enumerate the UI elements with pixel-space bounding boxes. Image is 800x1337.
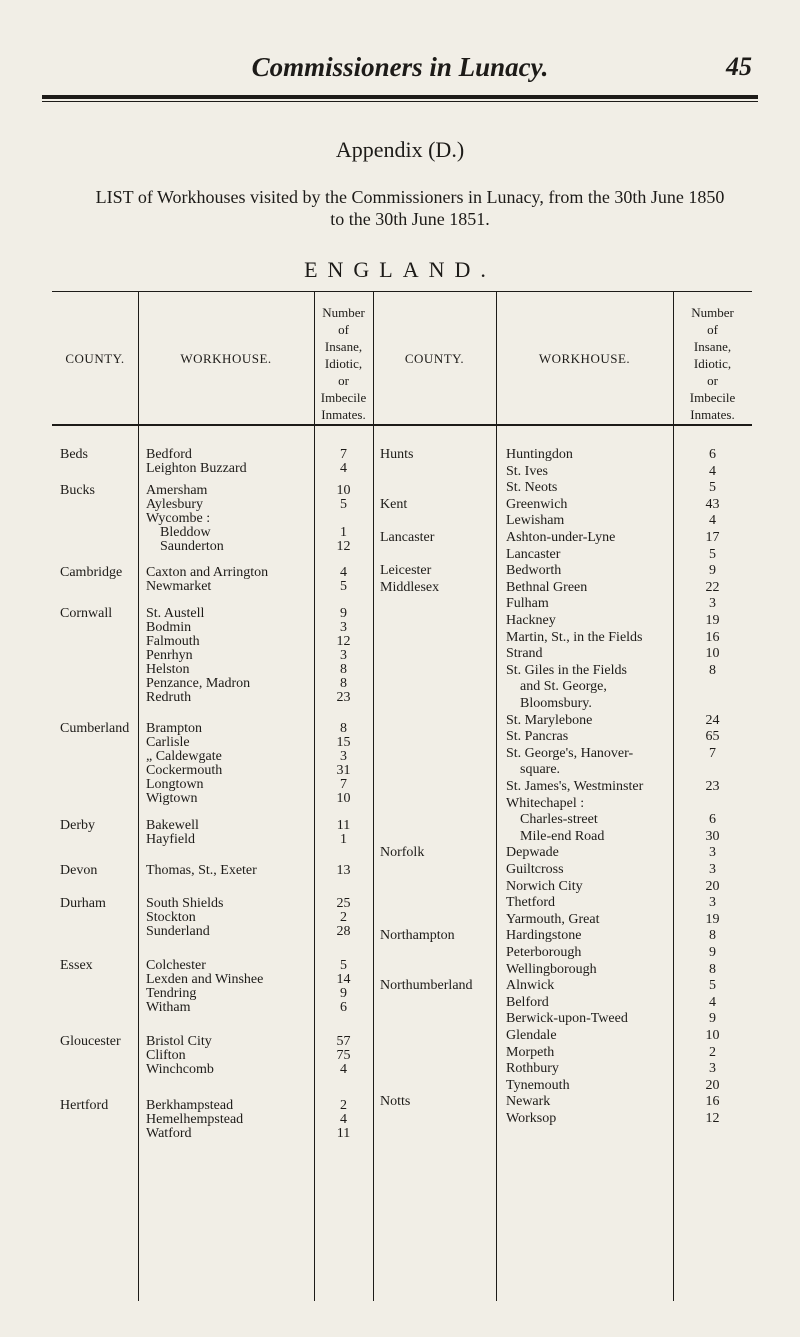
inmate-count: 20 [705, 878, 720, 894]
workhouse-name: St. Austell [146, 606, 205, 621]
inmate-count: 4 [709, 994, 716, 1010]
inmate-count: 2 [709, 1044, 716, 1060]
inmate-count: 10 [336, 483, 351, 498]
workhouse-name: Sunderland [146, 924, 210, 939]
inmate-count: 8 [709, 961, 716, 977]
county-name: Derby [60, 818, 95, 833]
inmate-count: 3 [340, 749, 347, 764]
county-name: Kent [380, 496, 408, 512]
inmate-count: 4 [709, 463, 716, 479]
workhouse-name: Hardingstone [506, 928, 582, 944]
inmate-count: 16 [705, 629, 720, 645]
workhouse-name: St. Marylebone [506, 712, 593, 728]
workhouse-name: Amersham [146, 483, 208, 498]
workhouse-name: Belford [506, 994, 549, 1010]
workhouse-name: Whitechapel : [506, 795, 585, 811]
workhouse-name: Helston [146, 662, 190, 677]
workhouse-name: Bethnal Green [506, 579, 588, 595]
inmate-count: 14 [336, 972, 351, 987]
workhouse-name: „ Caldewgate [146, 749, 222, 764]
inmate-count: 10 [336, 791, 351, 806]
inmate-count: 4 [709, 513, 716, 529]
workhouse-name: Cockermouth [146, 763, 223, 778]
header-rule [42, 95, 758, 99]
inmate-count: 17 [705, 530, 720, 545]
page-number: 45 [726, 52, 752, 81]
county-name: Northumberland [380, 978, 473, 994]
number-header-line: Imbecile [689, 390, 736, 405]
inmate-count: 9 [340, 986, 347, 1001]
inmate-count: 9 [709, 945, 716, 960]
workhouse-name: Yarmouth, Great [506, 911, 600, 927]
workhouse-name: Huntingdon [506, 447, 573, 462]
column-divider [496, 291, 497, 1301]
inmate-count: 5 [709, 480, 716, 496]
inmate-count: 5 [340, 579, 347, 594]
workhouse-name: Bodmin [146, 620, 192, 635]
county-name: Gloucester [60, 1034, 121, 1049]
inmate-count: 57 [336, 1034, 351, 1049]
intro-text [60, 186, 760, 230]
workhouse-name: Ashton-under-Lyne [506, 530, 616, 545]
inmate-count: 5 [340, 497, 347, 512]
workhouse-name: Wycombe : [146, 511, 211, 526]
number-header-line: of [338, 322, 349, 337]
county-name: Bucks [60, 483, 95, 498]
workhouse-name: Bedworth [506, 563, 562, 579]
inmate-count: 13 [336, 863, 351, 878]
inmate-count: 8 [340, 662, 347, 677]
inmate-count: 8 [709, 928, 716, 944]
county-name: Notts [380, 1094, 411, 1110]
column-divider [373, 291, 374, 1301]
workhouse-name: Lexden and Winshee [146, 972, 264, 987]
workhouse-name: Watford [146, 1126, 192, 1141]
inmate-count: 10 [705, 646, 720, 662]
county-name: Essex [60, 958, 93, 973]
number-header-left [314, 304, 373, 423]
inmate-count: 20 [705, 1077, 720, 1093]
workhouse-name: Colchester [146, 958, 206, 973]
county-name: Beds [60, 447, 88, 462]
workhouse-name: St. Pancras [506, 729, 569, 745]
inmate-count: 31 [336, 763, 351, 778]
workhouse-name: Greenwich [506, 496, 568, 512]
inmate-count: 9 [340, 606, 347, 621]
workhouse-name: Newark [506, 1094, 551, 1110]
inmate-count: 3 [709, 862, 716, 877]
inmate-count: 22 [705, 579, 720, 595]
inmate-count: 11 [336, 818, 351, 833]
inmate-count: 6 [340, 1000, 347, 1015]
workhouse-name: Aylesbury [146, 497, 204, 512]
workhouse-name: Lancaster [506, 546, 561, 562]
workhouse-name: St. Neots [506, 480, 558, 496]
county-name: Durham [60, 896, 106, 911]
inmate-count: 4 [340, 461, 347, 476]
workhouse-name: Clifton [146, 1048, 186, 1063]
workhouse-name: Fulham [506, 596, 549, 612]
inmate-count: 19 [705, 911, 720, 927]
inmate-count: 3 [340, 620, 347, 635]
number-header-line: Insane, [693, 339, 732, 354]
workhouse-name: Saunderton [160, 539, 224, 554]
number-header-right [673, 304, 752, 423]
inmate-count: 24 [705, 712, 720, 728]
inmate-count: 3 [709, 895, 716, 911]
number-header-line: Inmates. [690, 407, 735, 422]
workhouse-name: Thomas, St., Exeter [146, 863, 257, 878]
inmate-count: 2 [340, 1098, 347, 1113]
workhouse-header-right: WORKHOUSE. [538, 351, 631, 366]
inmate-count: 10 [705, 1028, 720, 1043]
inmate-count: 4 [340, 565, 347, 580]
county-name: Devon [60, 863, 98, 878]
workhouse-name: Strand [506, 646, 543, 662]
number-header-line: Inmates. [321, 407, 366, 422]
county-name: Lancaster [380, 530, 435, 545]
inmate-count: 4 [340, 1112, 347, 1127]
workhouse-name: and St. George, [520, 679, 607, 695]
workhouse-name: Brampton [146, 721, 202, 736]
inmate-count: 65 [705, 729, 720, 745]
inmate-count: 19 [705, 613, 720, 628]
county-name: Cornwall [60, 606, 113, 621]
appendix-title: Appendix (D.) [335, 137, 465, 162]
inmate-count: 28 [336, 924, 351, 939]
workhouse-name: Falmouth [146, 634, 200, 649]
intro-line-1: LIST of Workhouses visited by the Commissioners in Lunacy, from the 30th June 1850 [95, 187, 725, 207]
inmate-count: 30 [705, 828, 720, 844]
workhouse-name: St. George's, Hanover- [506, 745, 634, 761]
workhouse-name: Redruth [146, 690, 192, 705]
county-header-right: COUNTY. [404, 351, 465, 366]
inmate-count: 16 [705, 1094, 720, 1110]
workhouse-name: Hemelhempstead [146, 1112, 244, 1127]
inmate-count: 1 [340, 525, 347, 540]
workhouse-name: Bakewell [146, 818, 199, 833]
inmate-count: 11 [336, 1126, 351, 1141]
inmate-count: 25 [336, 896, 351, 911]
county-name: Leicester [380, 563, 432, 579]
workhouse-name: Stockton [146, 910, 196, 925]
column-divider [138, 291, 139, 1301]
workhouse-name: Penzance, Madron [146, 676, 251, 691]
intro-line-2: to the 30th June 1851. [330, 209, 490, 229]
workhouse-name: Hayfield [146, 832, 195, 847]
number-header-line: or [707, 373, 718, 388]
workhouse-name: Bristol City [146, 1034, 212, 1049]
workhouse-name: Leighton Buzzard [146, 461, 247, 476]
workhouse-name: Wellingborough [506, 961, 597, 977]
workhouse-name: Penrhyn [146, 648, 193, 663]
inmate-count: 3 [709, 845, 716, 861]
workhouse-name: Wigtown [146, 791, 198, 806]
inmate-count: 8 [340, 721, 347, 736]
workhouse-name: Hackney [506, 613, 556, 628]
inmate-count: 12 [705, 1111, 720, 1126]
running-title: Commissioners in Lunacy. [251, 52, 549, 82]
inmate-count: 1 [340, 832, 347, 847]
county-name: Cumberland [60, 721, 130, 736]
inmate-count: 7 [709, 745, 716, 761]
inmate-count: 3 [709, 1061, 716, 1077]
number-header-line: Idiotic, [693, 356, 732, 371]
workhouse-name: Mile-end Road [520, 828, 605, 844]
inmate-count: 7 [340, 447, 347, 462]
country-heading: ENGLAND. [304, 257, 496, 282]
workhouse-name: Peterborough [506, 945, 582, 960]
inmate-count: 8 [709, 662, 716, 678]
inmate-count: 5 [340, 958, 347, 973]
inmate-count: 4 [340, 1062, 347, 1077]
workhouse-name: Bloomsbury. [520, 696, 592, 711]
inmate-count: 2 [340, 910, 347, 925]
workhouse-name: Bedford [146, 447, 192, 462]
workhouse-name: St. Giles in the Fields [506, 662, 627, 678]
workhouse-name: Newmarket [146, 579, 212, 594]
workhouse-name: Rothbury [506, 1061, 559, 1077]
workhouse-name: Norwich City [506, 878, 583, 894]
workhouse-name: Witham [146, 1000, 191, 1015]
number-header-line: Insane, [324, 339, 363, 354]
inmate-count: 12 [336, 539, 351, 554]
header-rule-thin [42, 101, 758, 102]
county-name: Norfolk [380, 845, 425, 861]
county-header-left: COUNTY. [65, 351, 125, 366]
inmate-count: 15 [336, 735, 351, 750]
workhouse-name: Tynemouth [506, 1077, 570, 1093]
number-header-line: Number [322, 305, 365, 320]
page-header [0, 0, 800, 95]
table-top-rule [52, 291, 752, 292]
workhouse-name: Alnwick [506, 978, 555, 994]
inmate-count: 3 [709, 596, 716, 612]
county-name: Cambridge [60, 565, 123, 580]
workhouse-name: Carlisle [146, 735, 190, 750]
inmate-count: 5 [709, 978, 716, 994]
workhouse-name: St. James's, Westminster [506, 779, 644, 794]
inmate-count: 9 [709, 1011, 716, 1027]
workhouse-name: Winchcomb [146, 1062, 214, 1077]
inmate-count: 3 [340, 648, 347, 663]
inmate-count: 12 [336, 634, 351, 649]
number-header-line: Idiotic, [324, 356, 363, 371]
inmate-count: 7 [340, 777, 347, 792]
inmate-count: 43 [705, 496, 720, 512]
workhouse-name: Tendring [146, 986, 197, 1001]
workhouse-name: Berwick-upon-Tweed [506, 1011, 628, 1027]
inmate-count: 23 [705, 779, 720, 794]
inmate-count: 6 [709, 812, 716, 828]
inmate-count: 5 [709, 546, 716, 562]
inmate-count: 75 [336, 1048, 351, 1063]
county-name: Northampton [380, 928, 455, 944]
workhouse-name: Charles-street [520, 812, 598, 828]
inmate-count: 8 [340, 676, 347, 691]
workhouse-name: Depwade [506, 845, 559, 861]
inmate-count: 23 [336, 690, 351, 705]
workhouse-header-left: WORKHOUSE. [180, 351, 272, 366]
number-header-line: Imbecile [320, 390, 367, 405]
workhouse-name: Berkhampstead [146, 1098, 234, 1113]
workhouse-name: Bleddow [160, 525, 211, 540]
inmate-count: 6 [709, 447, 716, 462]
workhouse-name: Worksop [506, 1111, 557, 1126]
workhouse-name: South Shields [146, 896, 224, 911]
column-divider [673, 291, 674, 1301]
table-header-rule [52, 424, 752, 426]
workhouse-name: square. [520, 762, 561, 778]
number-header-line: Number [691, 305, 734, 320]
workhouse-name: Martin, St., in the Fields [506, 629, 643, 645]
workhouse-name: Caxton and Arrington [146, 565, 269, 580]
county-name: Hunts [380, 447, 414, 462]
workhouse-name: Glendale [506, 1028, 557, 1043]
county-name: Middlesex [380, 579, 440, 595]
workhouse-name: St. Ives [506, 463, 548, 479]
number-header-line: or [338, 373, 349, 388]
workhouse-name: Longtown [146, 777, 204, 792]
number-header-line: of [707, 322, 718, 337]
workhouse-name: Lewisham [506, 513, 565, 529]
workhouse-name: Thetford [506, 895, 555, 911]
inmate-count: 9 [709, 563, 716, 579]
county-name: Hertford [60, 1098, 109, 1113]
workhouse-name: Morpeth [506, 1044, 555, 1060]
workhouse-name: Guiltcross [506, 862, 564, 877]
